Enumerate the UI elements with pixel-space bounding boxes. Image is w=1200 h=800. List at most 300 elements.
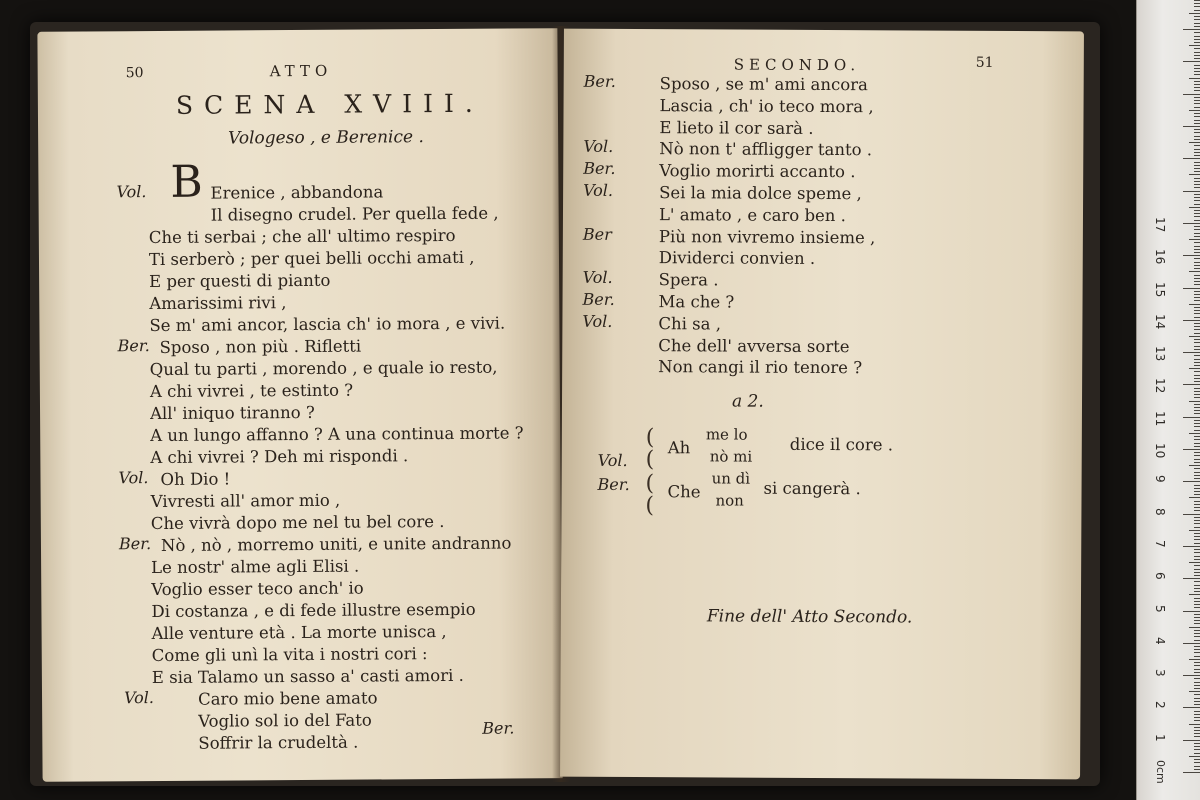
ruler-tick: [1194, 178, 1200, 179]
ruler-tick: [1194, 297, 1200, 298]
verse-line: Che vivrà dopo me nel tu bel core .: [150, 511, 445, 534]
ruler-tick: [1194, 42, 1200, 43]
ruler-tick: [1194, 87, 1200, 88]
ruler-tick: [1194, 291, 1200, 292]
speaker-label: Ber.: [118, 534, 152, 554]
ruler-tick: [1194, 132, 1200, 133]
finis-line: Fine dell' Atto Secondo.: [706, 606, 913, 628]
ruler-tick: [1194, 572, 1200, 573]
verse-line: Sposo , se m' ami ancora: [659, 74, 868, 95]
verse-line: A chi vivrei , te estinto ?: [149, 380, 354, 402]
ruler-tick: [1194, 488, 1200, 489]
ruler-tick: [1194, 604, 1200, 605]
ruler-tick: [1194, 423, 1200, 424]
ruler-tick: [1194, 184, 1200, 185]
ruler-tick: [1194, 300, 1200, 301]
ruler-tick: [1194, 165, 1200, 166]
ruler-tick: [1194, 181, 1200, 182]
ruler-tick: [1194, 19, 1200, 20]
verse-line: E lieto il cor sarà .: [659, 117, 814, 138]
ruler-tick: [1194, 265, 1200, 266]
ruler-tick: [1194, 656, 1200, 657]
ruler-tick: [1194, 152, 1200, 153]
verse-line: Voglio sol io del Fato: [198, 710, 372, 731]
brace-mark: (: [645, 493, 655, 519]
ruler-number: 10: [1153, 443, 1167, 459]
ruler-tick: [1194, 766, 1200, 767]
ruler-tick: [1194, 588, 1200, 589]
ruler-tick: [1194, 145, 1200, 146]
ruler-tick: [1183, 29, 1200, 30]
ruler-tick: [1194, 556, 1200, 557]
ruler-tick: [1194, 478, 1200, 479]
ruler-tick: [1194, 698, 1200, 699]
speaker-label: Vol.: [123, 688, 155, 708]
ruler-tick: [1194, 388, 1200, 389]
verse-line: Vivresti all' amor mio ,: [150, 490, 341, 512]
ruler-tick: [1194, 58, 1200, 59]
ruler-tick: [1194, 468, 1200, 469]
verse-line: Caro mio bene amato: [197, 688, 378, 709]
ruler-number: 15: [1153, 281, 1167, 297]
ruler-tick: [1194, 533, 1200, 534]
ruler-tick: [1194, 753, 1200, 754]
ruler-tick: [1194, 229, 1200, 230]
ruler-tick: [1194, 630, 1200, 631]
ruler-number: 7: [1153, 539, 1167, 548]
ruler-tick: [1194, 168, 1200, 169]
right-page: [560, 29, 1084, 780]
ruler-tick: [1194, 162, 1200, 163]
ruler-tick: [1194, 10, 1200, 11]
ruler-tick: [1183, 675, 1200, 676]
speaker-label: Ber.: [583, 71, 616, 91]
verse-line: Più non vivremo insieme ,: [658, 226, 876, 247]
ruler-tick: [1194, 614, 1200, 615]
duet-line1-start: Ah: [667, 438, 691, 458]
page-number-left: 50: [125, 65, 144, 82]
ruler-tick: [1194, 733, 1200, 734]
ruler-tick: [1194, 55, 1200, 56]
ruler-tick: [1194, 346, 1200, 347]
ruler-tick: [1194, 397, 1200, 398]
ruler-tick: [1189, 756, 1200, 757]
ruler-tick: [1194, 6, 1200, 7]
duet-line1-upper: me lo: [705, 425, 748, 444]
ruler-tick: [1183, 546, 1200, 547]
ruler-tick: [1194, 294, 1200, 295]
brace-mark: (: [645, 425, 655, 451]
ruler-tick: [1189, 142, 1200, 143]
ruler-tick: [1194, 68, 1200, 69]
ruler-tick: [1194, 97, 1200, 98]
ruler-tick: [1194, 52, 1200, 53]
ruler-tick: [1194, 504, 1200, 505]
verse-line: Non cangi il rio tenore ?: [658, 357, 863, 378]
ruler-tick: [1194, 436, 1200, 437]
verse-line: Che ti serbai ; che all' ultimo respiro: [148, 225, 456, 248]
ruler-tick: [1194, 155, 1200, 156]
ruler-tick: [1194, 549, 1200, 550]
ruler-tick: [1194, 123, 1200, 124]
verse-line: Soffrir la crudeltà .: [198, 732, 359, 753]
ruler-tick: [1194, 313, 1200, 314]
ruler-tick: [1194, 430, 1200, 431]
ruler-tick: [1183, 514, 1200, 515]
scene-characters: Vologeso , e Berenice .: [228, 127, 424, 149]
ruler-tick: [1194, 623, 1200, 624]
ruler-tick: [1194, 455, 1200, 456]
ruler-tick: [1194, 704, 1200, 705]
ruler-tick: [1194, 36, 1200, 37]
speaker-label: Vol.: [582, 267, 613, 288]
ruler-tick: [1194, 472, 1200, 473]
ruler-unit-label: 0cm: [1154, 760, 1167, 784]
ruler-tick: [1194, 730, 1200, 731]
duet-line2-upper: un dì: [711, 469, 751, 488]
ruler-tick: [1189, 465, 1200, 466]
measuring-ruler: [1136, 0, 1200, 800]
ruler-tick: [1194, 74, 1200, 75]
ruler-tick: [1194, 652, 1200, 653]
ruler-tick: [1183, 449, 1200, 450]
ruler-tick: [1194, 539, 1200, 540]
ruler-tick: [1194, 565, 1200, 566]
ruler-tick: [1183, 740, 1200, 741]
ruler-tick: [1194, 194, 1200, 195]
ruler-tick: [1183, 320, 1200, 321]
ruler-tick: [1194, 258, 1200, 259]
ruler-tick: [1194, 233, 1200, 234]
verse-line: Di costanza , e di fede illustre esempio: [151, 599, 476, 622]
ruler-tick: [1194, 107, 1200, 108]
ruler-number: 1: [1153, 733, 1167, 742]
ruler-tick: [1194, 688, 1200, 689]
verse-line: Ma che ?: [658, 292, 735, 312]
ruler-tick: [1194, 527, 1200, 528]
ruler-tick: [1194, 717, 1200, 718]
ruler-tick: [1194, 720, 1200, 721]
ruler-tick: [1194, 90, 1200, 91]
ruler-tick: [1194, 598, 1200, 599]
ruler-tick: [1194, 559, 1200, 560]
ruler-tick: [1194, 281, 1200, 282]
verse-line: Oh Dio !: [160, 469, 231, 489]
verse-line: Erenice , abbandona: [210, 182, 384, 203]
ruler-number: 13: [1153, 346, 1167, 362]
ruler-tick: [1194, 743, 1200, 744]
ruler-tick: [1189, 45, 1200, 46]
ruler-tick: [1194, 410, 1200, 411]
ruler-tick: [1194, 769, 1200, 770]
ruler-tick: [1194, 329, 1200, 330]
verse-line: Che dell' avversa sorte: [658, 335, 850, 356]
ruler-tick: [1194, 0, 1200, 1]
ruler-tick: [1194, 446, 1200, 447]
verse-line: A un lungo affanno ? A una continua morte ?: [150, 423, 524, 446]
ruler-number: 16: [1153, 249, 1167, 265]
ruler-tick: [1183, 578, 1200, 579]
ruler-tick: [1194, 452, 1200, 453]
speaker-label: Ber: [582, 224, 612, 244]
ruler-tick: [1194, 475, 1200, 476]
ruler-number: 17: [1153, 216, 1167, 233]
ruler-tick: [1189, 433, 1200, 434]
ruler-tick: [1194, 342, 1200, 343]
ruler-tick: [1194, 81, 1200, 82]
ruler-tick: [1194, 391, 1200, 392]
ruler-tick: [1194, 759, 1200, 760]
ruler-number: 6: [1153, 572, 1167, 580]
speaker-label: Vol.: [583, 137, 614, 157]
ruler-tick: [1194, 268, 1200, 269]
ruler-tick: [1189, 659, 1200, 660]
brace-mark: (: [645, 447, 655, 473]
ruler-tick: [1194, 662, 1200, 663]
speaker-label: Vol.: [118, 468, 149, 488]
ruler-tick: [1189, 271, 1200, 272]
ruler-tick: [1189, 239, 1200, 240]
ruler-tick: [1194, 669, 1200, 670]
ruler-tick: [1194, 426, 1200, 427]
ruler-tick: [1189, 691, 1200, 692]
ruler-tick: [1189, 724, 1200, 725]
ruler-tick: [1194, 307, 1200, 308]
ruler-tick: [1194, 727, 1200, 728]
ruler-number: 11: [1153, 410, 1167, 426]
ruler-tick: [1194, 523, 1200, 524]
ruler-tick: [1194, 694, 1200, 695]
ruler-tick: [1183, 643, 1200, 644]
ruler-tick: [1194, 649, 1200, 650]
ruler-tick: [1183, 223, 1200, 224]
catchword: Ber.: [482, 718, 515, 738]
ruler-tick: [1194, 129, 1200, 130]
verse-line: A chi vivrei ? Deh mi rispondi .: [150, 446, 409, 468]
ruler-tick: [1194, 543, 1200, 544]
ruler-tick: [1189, 207, 1200, 208]
ruler-tick: [1183, 126, 1200, 127]
ruler-tick: [1194, 536, 1200, 537]
ruler-tick: [1194, 394, 1200, 395]
verse-line: Le nostr' alme agli Elisi .: [151, 556, 360, 578]
ruler-number: 8: [1153, 507, 1167, 516]
ruler-tick: [1194, 317, 1200, 318]
speaker-label: Ber.: [117, 336, 150, 356]
page-number-right: 51: [975, 54, 994, 71]
verse-line: All' iniquo tiranno ?: [149, 402, 315, 424]
verse-line: Chi sa ,: [658, 313, 722, 334]
verse-line: Ti serberò ; per quei belli occhi amati ,: [148, 247, 475, 270]
ruler-tick: [1194, 71, 1200, 72]
ruler-tick: [1183, 61, 1200, 62]
ruler-tick: [1194, 633, 1200, 634]
ruler-tick: [1194, 310, 1200, 311]
ruler-number: 3: [1153, 669, 1167, 677]
ruler-tick: [1183, 772, 1200, 773]
ruler-tick: [1194, 236, 1200, 237]
ruler-tick: [1189, 13, 1200, 14]
ruler-tick: [1194, 749, 1200, 750]
ruler-tick: [1194, 494, 1200, 495]
ruler-tick: [1194, 16, 1200, 17]
drop-cap: B: [170, 156, 203, 208]
duet-line2-end: si cangerà .: [763, 478, 861, 499]
ruler-tick: [1194, 443, 1200, 444]
duet-line2-lower: non: [715, 491, 744, 510]
ruler-tick: [1194, 252, 1200, 253]
ruler-tick: [1189, 110, 1200, 111]
ruler-tick: [1194, 607, 1200, 608]
ruler-tick: [1194, 136, 1200, 137]
ruler-tick: [1194, 507, 1200, 508]
ruler-tick: [1194, 26, 1200, 27]
ruler-tick: [1194, 581, 1200, 582]
speaker-label: Ber.: [583, 158, 616, 179]
verse-line: Alle venture età . La morte unisca ,: [151, 621, 447, 644]
ruler-tick: [1194, 39, 1200, 40]
ruler-tick: [1194, 210, 1200, 211]
ruler-tick: [1194, 701, 1200, 702]
ruler-tick: [1183, 611, 1200, 612]
ruler-tick: [1194, 275, 1200, 276]
ruler-tick: [1194, 617, 1200, 618]
ruler-tick: [1194, 711, 1200, 712]
verse-line: Nò , nò , morremo uniti, e unite andranno: [160, 533, 512, 555]
ruler-tick: [1194, 333, 1200, 334]
verse-line: Spera .: [658, 270, 719, 290]
ruler-number: 4: [1153, 636, 1167, 645]
ruler-tick: [1194, 103, 1200, 104]
ruler-number: 5: [1153, 604, 1167, 613]
ruler-tick: [1194, 552, 1200, 553]
verse-line: Come gli unì la vita i nostri cori :: [151, 644, 428, 666]
verse-line: Lascia , ch' io teco mora ,: [659, 95, 874, 117]
ruler-tick: [1194, 359, 1200, 360]
ruler-tick: [1194, 220, 1200, 221]
ruler-tick: [1194, 48, 1200, 49]
ruler-number: 9: [1153, 475, 1167, 483]
ruler-tick: [1183, 384, 1200, 385]
ruler-tick: [1194, 762, 1200, 763]
running-head-left: ATTO: [269, 61, 333, 81]
ruler-tick: [1183, 707, 1200, 708]
ruler-tick: [1194, 171, 1200, 172]
ruler-tick: [1194, 569, 1200, 570]
verse-line: Nò non t' affligger tanto .: [659, 139, 873, 160]
verse-line: Sposo , non più . Rifletti: [159, 336, 362, 357]
ruler-tick: [1194, 736, 1200, 737]
ruler-tick: [1194, 262, 1200, 263]
verse-line: Il disegno crudel. Per quella fede ,: [210, 203, 499, 225]
ruler-tick: [1189, 336, 1200, 337]
ruler-tick: [1194, 501, 1200, 502]
ruler-number: 12: [1153, 378, 1167, 394]
ruler-tick: [1194, 349, 1200, 350]
ruler-tick: [1194, 149, 1200, 150]
ruler-tick: [1189, 562, 1200, 563]
ruler-tick: [1194, 242, 1200, 243]
ruler-tick: [1189, 594, 1200, 595]
ruler-tick: [1194, 116, 1200, 117]
ruler-tick: [1194, 640, 1200, 641]
ruler-tick: [1183, 417, 1200, 418]
ruler-tick: [1194, 678, 1200, 679]
ruler-number: 14: [1153, 313, 1167, 330]
verse-line: E per questi di pianto: [149, 270, 331, 292]
ruler-tick: [1194, 187, 1200, 188]
ruler-tick: [1194, 404, 1200, 405]
ruler-tick: [1183, 158, 1200, 159]
verse-line: Voglio morirti accanto .: [659, 161, 856, 182]
ruler-tick: [1194, 585, 1200, 586]
ruler-tick: [1194, 371, 1200, 372]
ruler-tick: [1194, 381, 1200, 382]
ruler-tick: [1194, 200, 1200, 201]
ruler-tick: [1194, 226, 1200, 227]
speaker-label: Vol.: [583, 180, 614, 200]
speaker-label: Ber.: [582, 289, 615, 309]
ruler-tick: [1194, 672, 1200, 673]
ruler-tick: [1194, 520, 1200, 521]
speaker-label: Vol.: [582, 311, 613, 331]
ruler-tick: [1183, 288, 1200, 289]
ruler-tick: [1189, 174, 1200, 175]
ruler-tick: [1194, 462, 1200, 463]
ruler-tick: [1194, 420, 1200, 421]
verse-line: E sia Talamo un sasso a' casti amori .: [151, 665, 464, 688]
ruler-tick: [1194, 665, 1200, 666]
ruler-tick: [1189, 304, 1200, 305]
scene-title: SCENA XVIII.: [175, 88, 484, 120]
ruler-tick: [1189, 368, 1200, 369]
ruler-tick: [1194, 510, 1200, 511]
ruler-tick: [1194, 213, 1200, 214]
ruler-tick: [1194, 620, 1200, 621]
ruler-tick: [1194, 407, 1200, 408]
ruler-tick: [1194, 84, 1200, 85]
ruler-tick: [1194, 636, 1200, 637]
ruler-tick: [1194, 113, 1200, 114]
ruler-tick: [1194, 485, 1200, 486]
verse-line: Qual tu parti , morendo , e quale io resto,: [149, 357, 498, 380]
ruler-tick: [1194, 439, 1200, 440]
ruler-tick: [1194, 746, 1200, 747]
ruler-tick: [1194, 591, 1200, 592]
ruler-tick: [1194, 323, 1200, 324]
ruler-tick: [1183, 94, 1200, 95]
ruler-tick: [1194, 204, 1200, 205]
ruler-tick: [1194, 216, 1200, 217]
ruler-tick: [1189, 401, 1200, 402]
duet-line1-lower: nò mi: [709, 447, 753, 466]
verse-line: Dividerci convien .: [658, 248, 816, 269]
ruler-tick: [1194, 355, 1200, 356]
ruler-tick: [1194, 3, 1200, 4]
ruler-tick: [1183, 481, 1200, 482]
ruler-tick: [1194, 491, 1200, 492]
ruler-tick: [1194, 375, 1200, 376]
ruler-tick: [1194, 362, 1200, 363]
verse-line: Voglio esser teco anch' io: [151, 578, 364, 600]
ruler-tick: [1194, 714, 1200, 715]
duet-heading: a 2.: [731, 391, 764, 412]
ruler-tick: [1183, 255, 1200, 256]
ruler-tick: [1189, 530, 1200, 531]
ruler-tick: [1194, 197, 1200, 198]
ruler-tick: [1194, 246, 1200, 247]
ruler-tick: [1194, 378, 1200, 379]
